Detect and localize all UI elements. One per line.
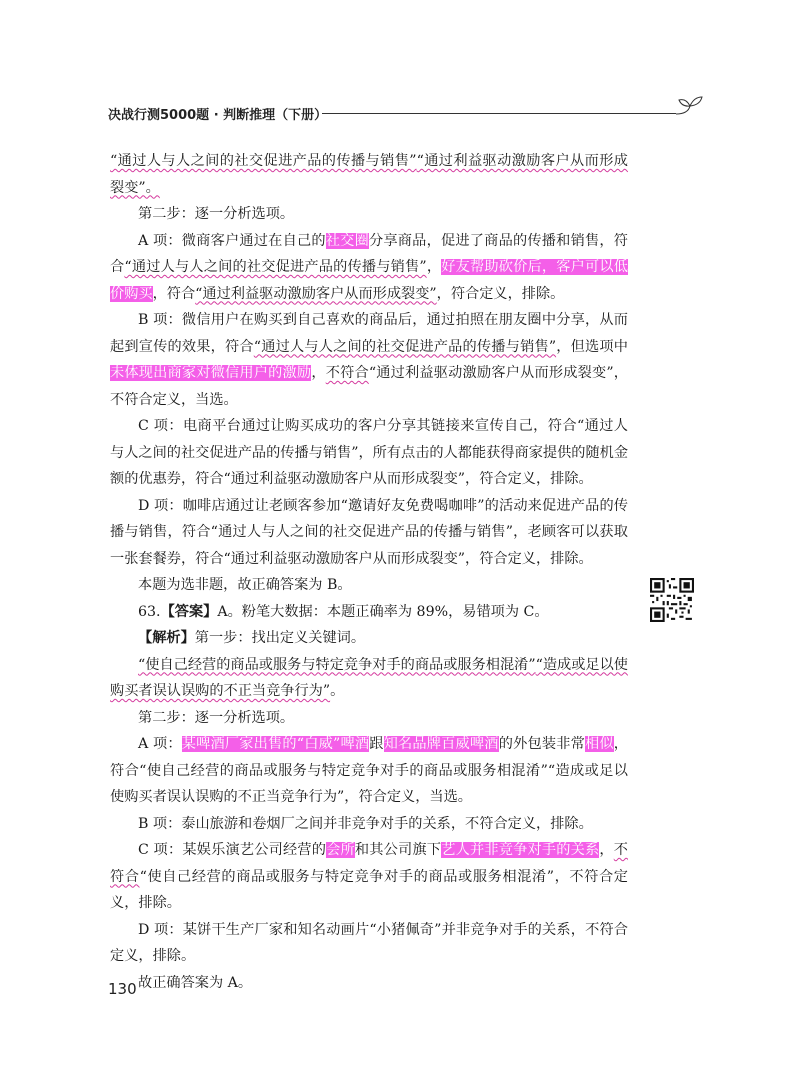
- paragraph-option-c: C 项：电商平台通过让购买成功的客户分享其链接来宣传自己，符合“通过人与人之间的社交促进产品的传播与销售”，所有点击的人都能获得商家提供的随机金额的优惠券，符合“通过利益驱动激励客户从而形成裂变”，符合定义，排除。: [110, 418, 629, 487]
- page-number: 130: [108, 980, 137, 998]
- paragraph-option-d: D 项：咖啡店通过让老顾客参加“邀请好友免费喝咖啡”的活动来促进产品的传播与销售，符合“通过人与人之间的社交促进产品的传播与销售”，老顾客可以获取一张套餐券，符合“通过利益驱动激励客户从而形成裂变”，符合定义，排除。: [110, 497, 628, 567]
- paragraph-conclusion: 本题为选非题，故正确答案为 B。: [138, 577, 352, 593]
- paragraph-analysis-63: 【解析】第一步：找出定义关键词。: [138, 630, 366, 646]
- paragraph-step2-63: 第二步：逐一分析选项。: [138, 709, 295, 726]
- qr-code-icon[interactable]: [650, 578, 694, 622]
- paragraph-option-b-63: B 项：泰山旅游和卷烟厂之间并非竞争对手的关系，不符合定义，排除。: [138, 815, 593, 832]
- answer-explanation: [110, 148, 628, 996]
- paragraph-option-c-63: C 项：某娱乐演艺公司经营的会所和其公司旗下艺人并非竞争对手的关系，不符合“使自己经营的商品或服务与特定竞争对手的商品或服务相混淆”，不符合定义，排除。: [110, 842, 628, 911]
- paragraph-option-b: B 项：微信用户在购买到自己喜欢的商品后，通过拍照在朋友圈中分享，从而起到宣传的效果，符合“通过人与人之间的社交促进产品的传播与销售”，但选项中未体现出商家对微信用户的激励，不符合“通过利益驱动激励客户从而形成裂变”，不符合定义，当选。: [110, 312, 628, 408]
- book-title: 决战行测5000题 · 判断推理（下册）: [108, 108, 328, 123]
- paragraph-keywords: “通过人与人之间的社交促进产品的传播与销售”“通过利益驱动激励客户从而形成裂变”。: [110, 153, 628, 196]
- paragraph-answer-63: 63.【答案】A。粉笔大数据：本题正确率为 89%，易错项为 C。: [138, 603, 549, 620]
- paragraph-final-answer-63: 故正确答案为 A。: [138, 974, 253, 991]
- paragraph-option-a: A 项：微商客户通过在自己的社交圈分享商品，促进了商品的传播和销售，符合“通过人与人之间的社交促进产品的传播与销售”，好友帮助砍价后，客户可以低价购买，符合“通过利益驱动激励客户从而形成裂变”，符合定义，排除。: [110, 232, 628, 302]
- paragraph-option-d-63: D 项：某饼干生产厂家和知名动画片“小猪佩奇”并非竞争对手的关系，不符合定义，排除。: [110, 921, 628, 964]
- page-header: [108, 102, 696, 132]
- header-rule: [322, 113, 676, 114]
- paragraph-keywords-63: “使自己经营的商品或服务与特定竞争对手的商品或服务相混淆”“造成或足以使购买者误认误购的不正当竞争行为”。: [110, 656, 628, 699]
- paragraph-step2: 第二步：逐一分析选项。: [138, 206, 295, 222]
- leaf-sprout-icon: [676, 94, 704, 120]
- paragraph-option-a-63: A 项：某啤酒厂家出售的“白威”啤酒跟知名品牌百威啤酒的外包装非常相似，符合“使自己经营的商品或服务与特定竞争对手的商品或服务相混淆”“造成或足以使购买者误认误购的不正当竞争行为”，符合定义，当选。: [110, 736, 628, 805]
